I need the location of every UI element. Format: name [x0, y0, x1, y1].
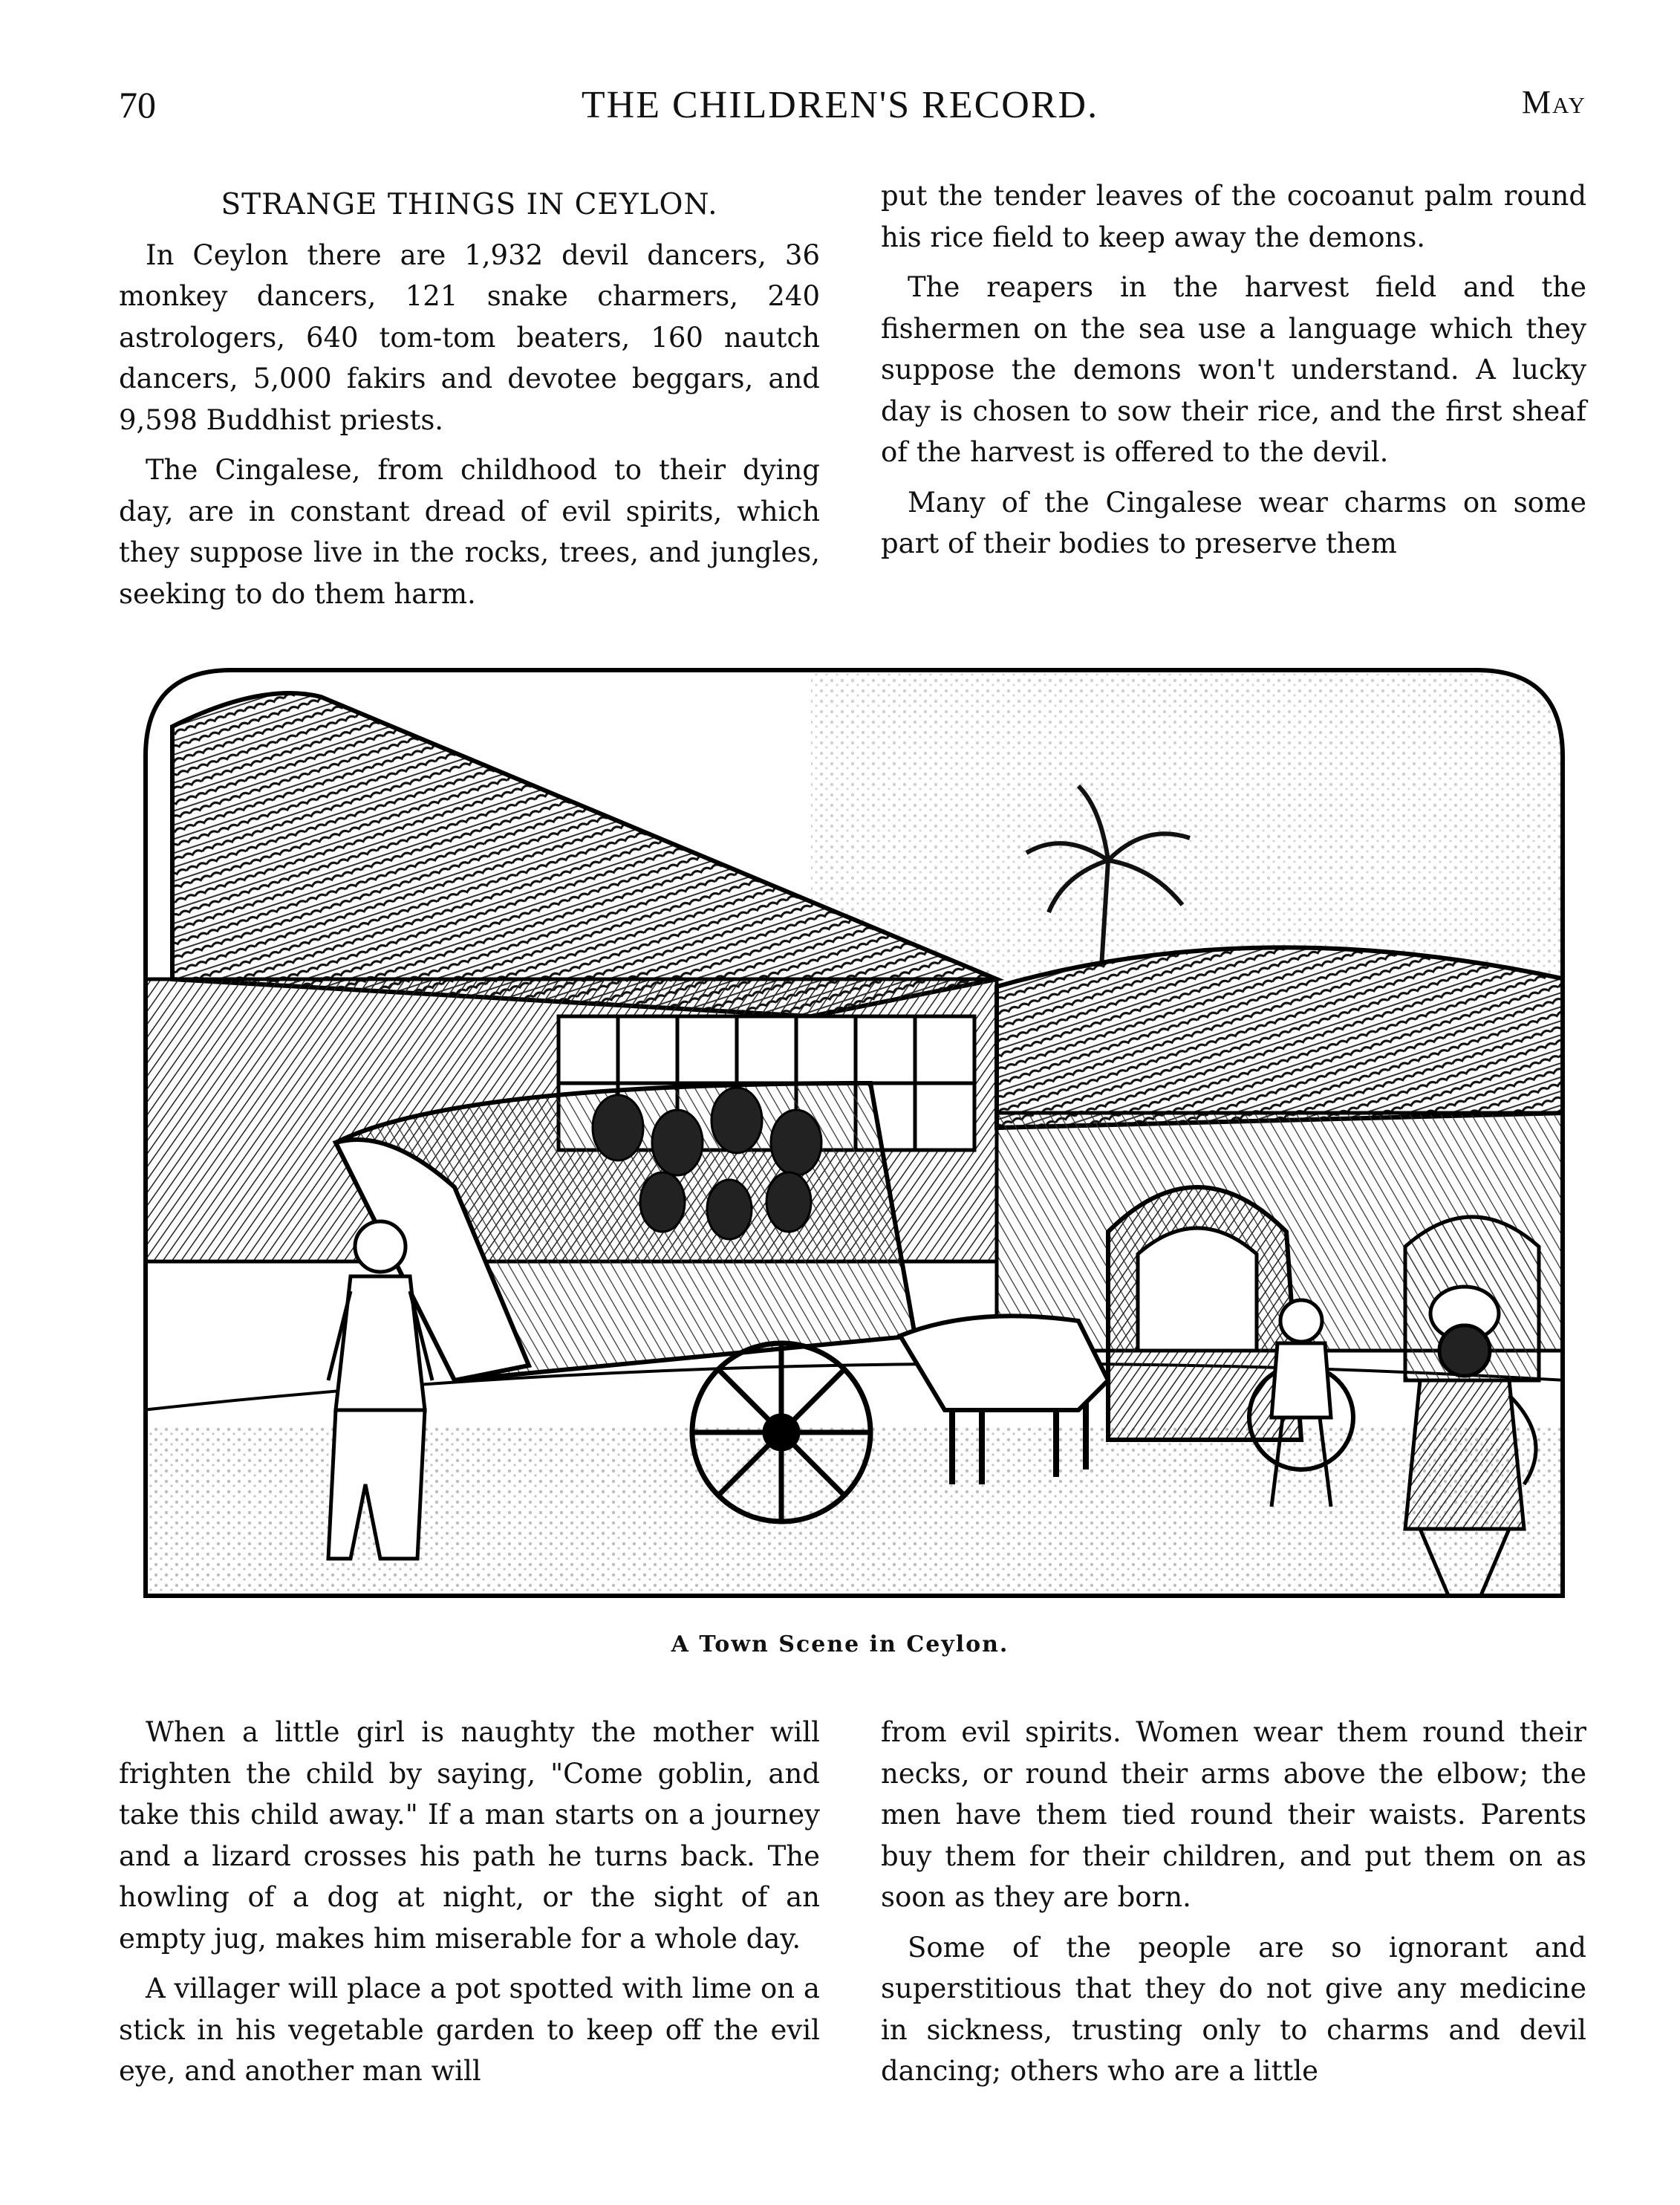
paragraph: The reapers in the harvest field and the fishermen on the sea use a language which they suppose the demons won't understand. A lucky day is chosen to sow their rice, and the first sheaf of the harvest is offered to the devil. — [881, 271, 1586, 468]
paragraph: from evil spirits. Women wear them round their necks, or round their arms above the elbow; the men have them tied round their waists. Parents buy them for their children, and put them on as soon as they are born. — [881, 1716, 1586, 1913]
journal-title: THE CHILDREN'S RECORD. — [581, 84, 1099, 126]
paragraph: When a little girl is naughty the mother will frighten the child by saying, "Come goblin, and take this child away." If a man starts on a journey and a lizard crosses his path he turns back. The howling of a dog at night, or the sight of an empty jug, makes him miserable for a whole day. — [119, 1716, 820, 1955]
column-left-bottom — [119, 1712, 820, 2101]
article-title: STRANGE THINGS IN CEYLON. — [221, 188, 718, 221]
issue-month: May — [1521, 84, 1586, 120]
paragraph: In Ceylon there are 1,932 devil dancers, 36 monkey dancers, 121 snake charmers, 240 astrologers, 640 tom-tom beaters, 160 nautch dancers, 5,000 fakirs and devotee beggars, and 9,598 Buddhist priests. — [119, 238, 820, 436]
paragraph: The Cingalese, from childhood to their dying day, are in constant dread of evil spirits, which they suppose live in the rocks, trees, and jungles, seeking to do them harm. — [119, 454, 820, 610]
paragraph: put the tender leaves of the cocoanut palm round his rice field to keep away the demons. — [881, 180, 1586, 253]
page-number: 70 — [119, 84, 156, 126]
paragraph: Many of the Cingalese wear charms on some part of their bodies to preserve them — [881, 486, 1586, 559]
illustration-caption: A Town Scene in Ceylon. — [671, 1631, 1009, 1657]
column-right-top — [881, 175, 1586, 574]
paragraph: Some of the people are so ignorant and superstitious that they do not give any medicine in sickness, trusting only to charms and devil dancing; others who are a little — [881, 1931, 1586, 2087]
paragraph: A villager will place a pot spotted with lime on a stick in his vegetable garden to keep off the evil eye, and another man will — [119, 1972, 820, 2087]
column-left-top — [119, 184, 820, 623]
town-scene-illustration — [143, 667, 1566, 1599]
column-right-bottom — [881, 1712, 1586, 2101]
